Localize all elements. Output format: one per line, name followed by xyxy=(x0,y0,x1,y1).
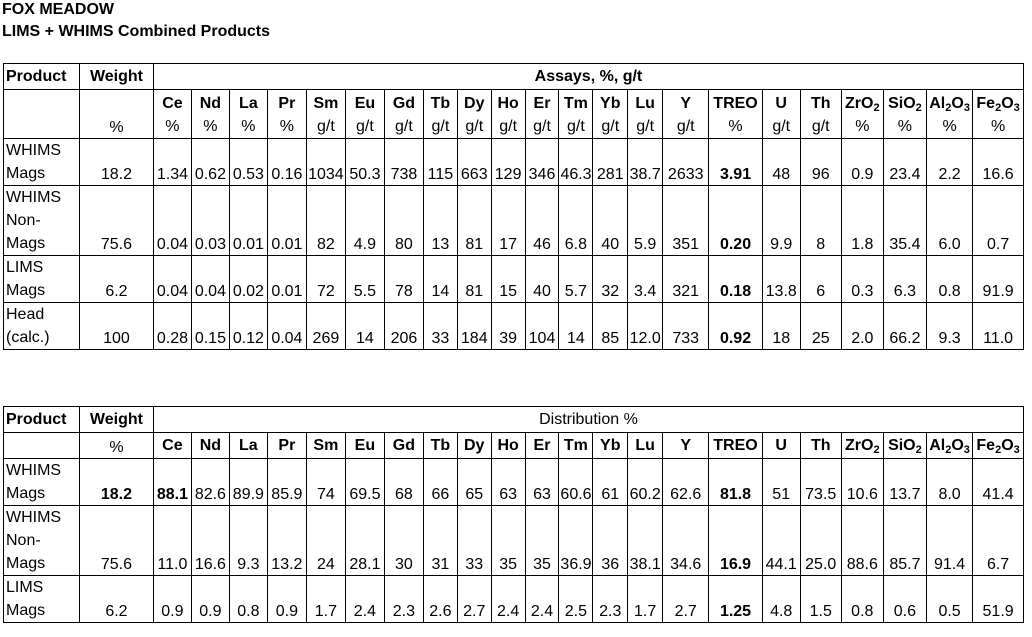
value-cell: 0.12 xyxy=(229,303,267,350)
column-header-eu: Eu g/t xyxy=(345,90,384,139)
column-header-zro: ZrO$_2$ xyxy=(841,433,883,459)
value-cell: 346 xyxy=(525,139,559,186)
value-cell: 0.7 xyxy=(973,186,1024,256)
report-title: FOX MEADOW xyxy=(2,1,114,18)
value-cell: 0.04 xyxy=(267,303,306,350)
value-cell: 738 xyxy=(384,139,423,186)
value-cell: 2.7 xyxy=(663,576,709,623)
value-cell: 12.0 xyxy=(628,303,663,350)
value-cell: 44.1 xyxy=(762,506,800,576)
column-header-y: Y xyxy=(663,433,709,459)
value-cell: 85 xyxy=(593,303,628,350)
value-cell: 33 xyxy=(423,303,457,350)
value-cell: 14 xyxy=(345,303,384,350)
value-cell: 89.9 xyxy=(229,459,267,506)
column-header-th: Th xyxy=(800,433,841,459)
empty-cell xyxy=(4,90,80,139)
distribution-table xyxy=(3,406,1024,623)
value-cell: 0.9 xyxy=(191,576,229,623)
value-cell: 2.5 xyxy=(559,576,593,623)
value-cell: 96 xyxy=(800,139,841,186)
value-cell: 16.9 xyxy=(709,506,762,576)
table-row xyxy=(4,506,1024,576)
product-cell: WHIMS Non-Mags xyxy=(4,186,80,256)
value-cell: 0.20 xyxy=(709,186,762,256)
value-cell: 82.6 xyxy=(191,459,229,506)
value-cell: 13.8 xyxy=(762,256,800,303)
units-header-row xyxy=(4,433,1024,459)
value-cell: 1.25 xyxy=(709,576,762,623)
report-subtitle: LIMS + WHIMS Combined Products xyxy=(2,23,271,40)
value-cell: 2.7 xyxy=(457,576,491,623)
value-cell: 33 xyxy=(457,506,491,576)
column-header-feo: $Fe_2O_3$ xyxy=(973,433,1024,459)
table-row xyxy=(4,459,1024,506)
value-cell: 2.6 xyxy=(423,576,457,623)
value-cell: 13.2 xyxy=(267,506,306,576)
column-header-th: Th g/t xyxy=(800,90,841,139)
table-row xyxy=(4,139,1024,186)
column-header-ce: Ce % xyxy=(153,90,191,139)
column-header-tb: Tb xyxy=(423,433,457,459)
column-header-ce: Ce xyxy=(153,433,191,459)
value-cell: 50.3 xyxy=(345,139,384,186)
value-cell: 61 xyxy=(593,459,628,506)
value-cell: 28.1 xyxy=(345,506,384,576)
value-cell: 34.6 xyxy=(663,506,709,576)
value-cell: 0.15 xyxy=(191,303,229,350)
value-cell: 8 xyxy=(800,186,841,256)
value-cell: 0.18 xyxy=(709,256,762,303)
value-cell: 129 xyxy=(491,139,525,186)
value-cell: 2.4 xyxy=(525,576,559,623)
value-cell: 81 xyxy=(457,256,491,303)
column-header-y: Y g/t xyxy=(663,90,709,139)
header-row xyxy=(4,64,1024,90)
value-cell: 4.9 xyxy=(345,186,384,256)
column-header-er: Er g/t xyxy=(525,90,559,139)
weight-unit: % xyxy=(79,90,153,139)
group-header: Distribution % xyxy=(153,407,1023,433)
column-header-zro: ZrO$_2$ % xyxy=(841,90,883,139)
column-header-la: La xyxy=(229,433,267,459)
value-cell: 30 xyxy=(384,506,423,576)
value-cell: 82 xyxy=(306,186,345,256)
weight-cell: 100 xyxy=(79,303,153,350)
value-cell: 14 xyxy=(423,256,457,303)
value-cell: 0.03 xyxy=(191,186,229,256)
value-cell: 5.5 xyxy=(345,256,384,303)
column-header-dy: Dy g/t xyxy=(457,90,491,139)
value-cell: 2.3 xyxy=(593,576,628,623)
column-header-u: U g/t xyxy=(762,90,800,139)
value-cell: 6.7 xyxy=(973,506,1024,576)
value-cell: 0.9 xyxy=(153,576,191,623)
column-header-sm: Sm g/t xyxy=(306,90,345,139)
column-header-nd: Nd % xyxy=(191,90,229,139)
value-cell: 32 xyxy=(593,256,628,303)
column-header-tm: Tm g/t xyxy=(559,90,593,139)
value-cell: 41.4 xyxy=(973,459,1024,506)
value-cell: 39 xyxy=(491,303,525,350)
value-cell: 81.8 xyxy=(709,459,762,506)
value-cell: 38.1 xyxy=(628,506,663,576)
product-cell: Head (calc.) xyxy=(4,303,80,350)
value-cell: 35 xyxy=(525,506,559,576)
weight-cell: 18.2 xyxy=(79,459,153,506)
value-cell: 351 xyxy=(663,186,709,256)
value-cell: 63 xyxy=(491,459,525,506)
value-cell: 69.5 xyxy=(345,459,384,506)
table-row xyxy=(4,186,1024,256)
value-cell: 40 xyxy=(525,256,559,303)
column-header-sio: SiO$_2$ xyxy=(883,433,926,459)
column-header-gd: Gd xyxy=(384,433,423,459)
value-cell: 0.01 xyxy=(229,186,267,256)
value-cell: 18 xyxy=(762,303,800,350)
column-header-gd: Gd g/t xyxy=(384,90,423,139)
value-cell: 0.28 xyxy=(153,303,191,350)
column-header-yb: Yb xyxy=(593,433,628,459)
column-header-lu: Lu xyxy=(628,433,663,459)
value-cell: 62.6 xyxy=(663,459,709,506)
value-cell: 2.2 xyxy=(926,139,972,186)
product-header: Product xyxy=(4,407,80,433)
value-cell: 51.9 xyxy=(973,576,1024,623)
value-cell: 91.9 xyxy=(973,256,1024,303)
value-cell: 2.0 xyxy=(841,303,883,350)
value-cell: 25 xyxy=(800,303,841,350)
product-cell: WHIMS Mags xyxy=(4,139,80,186)
value-cell: 88.6 xyxy=(841,506,883,576)
value-cell: 0.92 xyxy=(709,303,762,350)
value-cell: 0.9 xyxy=(267,576,306,623)
column-header-treo: TREO xyxy=(709,433,762,459)
value-cell: 66.2 xyxy=(883,303,926,350)
value-cell: 60.6 xyxy=(559,459,593,506)
weight-cell: 18.2 xyxy=(79,139,153,186)
value-cell: 281 xyxy=(593,139,628,186)
column-header-sm: Sm xyxy=(306,433,345,459)
value-cell: 11.0 xyxy=(973,303,1024,350)
value-cell: 663 xyxy=(457,139,491,186)
column-header-pr: Pr % xyxy=(267,90,306,139)
value-cell: 65 xyxy=(457,459,491,506)
value-cell: 2.4 xyxy=(491,576,525,623)
value-cell: 25.0 xyxy=(800,506,841,576)
column-header-nd: Nd xyxy=(191,433,229,459)
value-cell: 0.3 xyxy=(841,256,883,303)
value-cell: 1.34 xyxy=(153,139,191,186)
value-cell: 72 xyxy=(306,256,345,303)
value-cell: 40 xyxy=(593,186,628,256)
value-cell: 1.7 xyxy=(306,576,345,623)
value-cell: 0.5 xyxy=(926,576,972,623)
weight-unit: % xyxy=(79,433,153,459)
value-cell: 9.3 xyxy=(926,303,972,350)
value-cell: 13.7 xyxy=(883,459,926,506)
value-cell: 104 xyxy=(525,303,559,350)
value-cell: 6.3 xyxy=(883,256,926,303)
column-header-ho: Ho xyxy=(491,433,525,459)
column-header-pr: Pr xyxy=(267,433,306,459)
value-cell: 0.8 xyxy=(841,576,883,623)
value-cell: 0.04 xyxy=(153,186,191,256)
value-cell: 3.4 xyxy=(628,256,663,303)
weight-cell: 75.6 xyxy=(79,506,153,576)
column-header-er: Er xyxy=(525,433,559,459)
column-header-yb: Yb g/t xyxy=(593,90,628,139)
value-cell: 15 xyxy=(491,256,525,303)
value-cell: 17 xyxy=(491,186,525,256)
weight-cell: 6.2 xyxy=(79,256,153,303)
column-header-ho: Ho g/t xyxy=(491,90,525,139)
product-cell: LIMS Mags xyxy=(4,256,80,303)
table-row xyxy=(4,576,1024,623)
column-header-feo: $Fe_2O_3$ % xyxy=(973,90,1024,139)
value-cell: 6 xyxy=(800,256,841,303)
value-cell: 16.6 xyxy=(191,506,229,576)
value-cell: 63 xyxy=(525,459,559,506)
empty-cell xyxy=(4,433,80,459)
units-header-row xyxy=(4,90,1024,139)
value-cell: 60.2 xyxy=(628,459,663,506)
assays-table xyxy=(3,63,1024,350)
product-header: Product xyxy=(4,64,80,90)
value-cell: 0.01 xyxy=(267,256,306,303)
table-row xyxy=(4,303,1024,350)
value-cell: 11.0 xyxy=(153,506,191,576)
product-cell: WHIMS Mags xyxy=(4,459,80,506)
value-cell: 1.7 xyxy=(628,576,663,623)
value-cell: 206 xyxy=(384,303,423,350)
column-header-alo: $Al_2O_3$ % xyxy=(926,90,972,139)
column-header-tm: Tm xyxy=(559,433,593,459)
value-cell: 0.62 xyxy=(191,139,229,186)
value-cell: 35.4 xyxy=(883,186,926,256)
value-cell: 91.4 xyxy=(926,506,972,576)
product-cell: WHIMS Non-Mags xyxy=(4,506,80,576)
value-cell: 74 xyxy=(306,459,345,506)
value-cell: 6.0 xyxy=(926,186,972,256)
value-cell: 23.4 xyxy=(883,139,926,186)
weight-cell: 6.2 xyxy=(79,576,153,623)
column-header-alo: $Al_2O_3$ xyxy=(926,433,972,459)
header-row xyxy=(4,407,1024,433)
value-cell: 31 xyxy=(423,506,457,576)
value-cell: 46.3 xyxy=(559,139,593,186)
value-cell: 68 xyxy=(384,459,423,506)
value-cell: 0.02 xyxy=(229,256,267,303)
value-cell: 85.9 xyxy=(267,459,306,506)
column-header-eu: Eu xyxy=(345,433,384,459)
column-header-la: La % xyxy=(229,90,267,139)
value-cell: 0.01 xyxy=(267,186,306,256)
product-cell: LIMS Mags xyxy=(4,576,80,623)
value-cell: 1.8 xyxy=(841,186,883,256)
value-cell: 36 xyxy=(593,506,628,576)
value-cell: 321 xyxy=(663,256,709,303)
value-cell: 88.1 xyxy=(153,459,191,506)
value-cell: 0.04 xyxy=(191,256,229,303)
value-cell: 10.6 xyxy=(841,459,883,506)
value-cell: 24 xyxy=(306,506,345,576)
value-cell: 66 xyxy=(423,459,457,506)
value-cell: 35 xyxy=(491,506,525,576)
value-cell: 269 xyxy=(306,303,345,350)
weight-header: Weight xyxy=(79,407,153,433)
value-cell: 9.9 xyxy=(762,186,800,256)
value-cell: 2.4 xyxy=(345,576,384,623)
value-cell: 733 xyxy=(663,303,709,350)
value-cell: 81 xyxy=(457,186,491,256)
value-cell: 16.6 xyxy=(973,139,1024,186)
value-cell: 6.8 xyxy=(559,186,593,256)
value-cell: 4.8 xyxy=(762,576,800,623)
column-header-u: U xyxy=(762,433,800,459)
value-cell: 80 xyxy=(384,186,423,256)
column-header-treo: TREO % xyxy=(709,90,762,139)
value-cell: 1.5 xyxy=(800,576,841,623)
table-row xyxy=(4,256,1024,303)
weight-header: Weight xyxy=(79,64,153,90)
group-header: Assays, %, g/t xyxy=(153,64,1023,90)
value-cell: 115 xyxy=(423,139,457,186)
value-cell: 0.04 xyxy=(153,256,191,303)
value-cell: 0.16 xyxy=(267,139,306,186)
value-cell: 0.53 xyxy=(229,139,267,186)
value-cell: 73.5 xyxy=(800,459,841,506)
value-cell: 5.9 xyxy=(628,186,663,256)
column-header-lu: Lu g/t xyxy=(628,90,663,139)
value-cell: 0.9 xyxy=(841,139,883,186)
value-cell: 0.8 xyxy=(926,256,972,303)
value-cell: 13 xyxy=(423,186,457,256)
value-cell: 36.9 xyxy=(559,506,593,576)
weight-cell: 75.6 xyxy=(79,186,153,256)
value-cell: 9.3 xyxy=(229,506,267,576)
value-cell: 51 xyxy=(762,459,800,506)
value-cell: 48 xyxy=(762,139,800,186)
value-cell: 78 xyxy=(384,256,423,303)
value-cell: 85.7 xyxy=(883,506,926,576)
value-cell: 5.7 xyxy=(559,256,593,303)
value-cell: 1034 xyxy=(306,139,345,186)
value-cell: 0.6 xyxy=(883,576,926,623)
value-cell: 3.91 xyxy=(709,139,762,186)
value-cell: 46 xyxy=(525,186,559,256)
value-cell: 0.8 xyxy=(229,576,267,623)
value-cell: 2.3 xyxy=(384,576,423,623)
value-cell: 2633 xyxy=(663,139,709,186)
value-cell: 38.7 xyxy=(628,139,663,186)
value-cell: 8.0 xyxy=(926,459,972,506)
value-cell: 184 xyxy=(457,303,491,350)
value-cell: 14 xyxy=(559,303,593,350)
column-header-dy: Dy xyxy=(457,433,491,459)
column-header-tb: Tb g/t xyxy=(423,90,457,139)
column-header-sio: SiO$_2$ % xyxy=(883,90,926,139)
